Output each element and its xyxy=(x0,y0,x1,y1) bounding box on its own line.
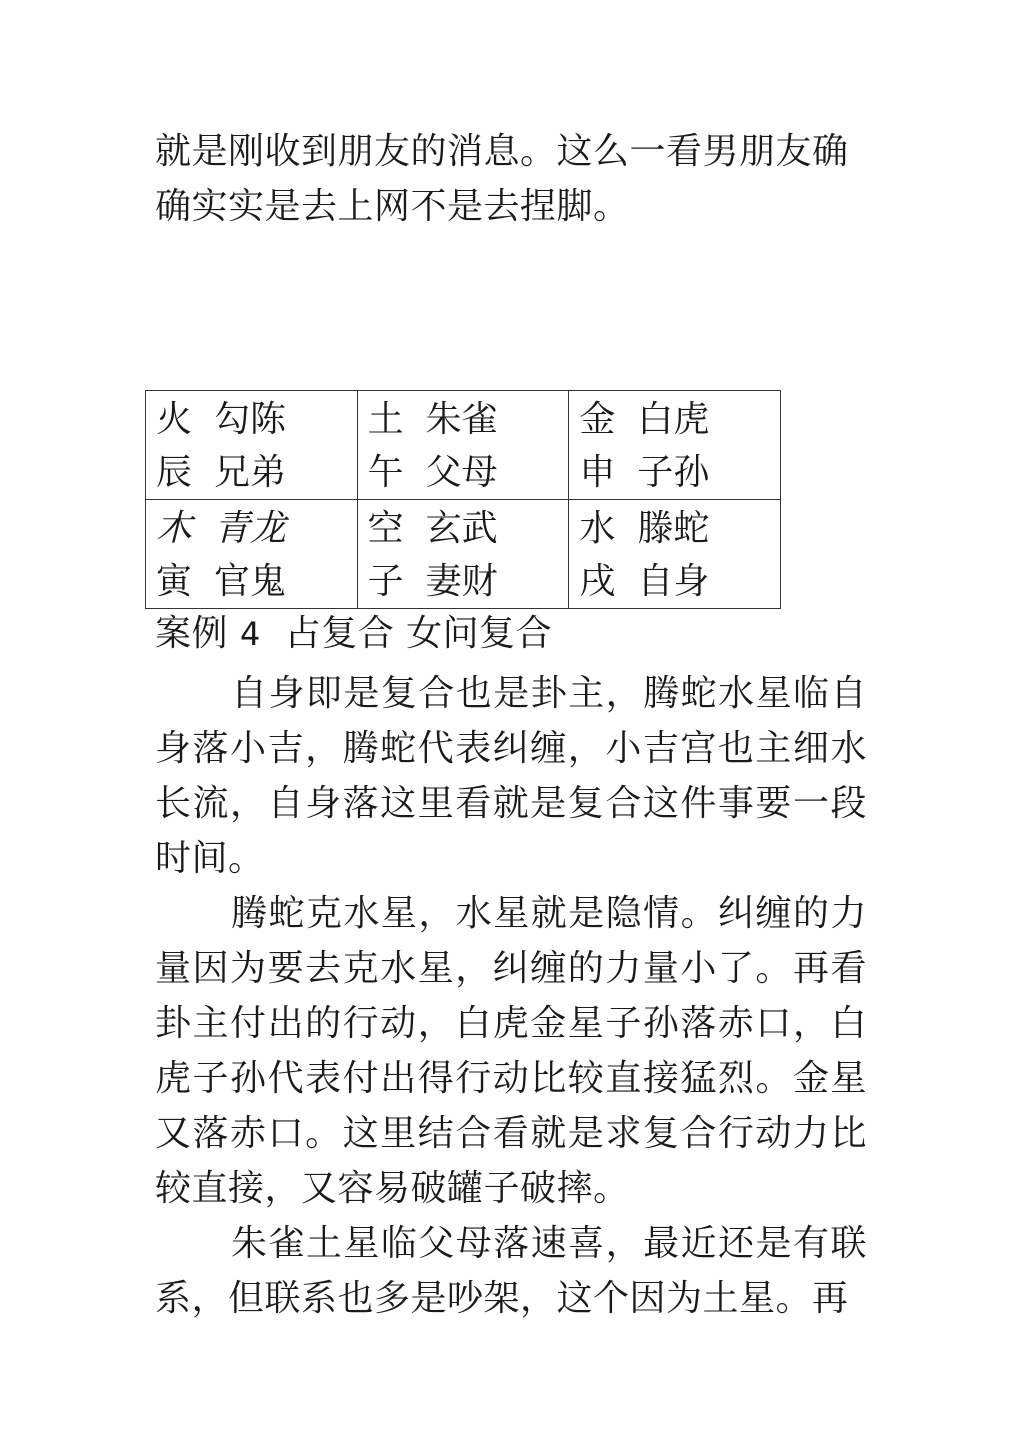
cell-relation: 子孙 xyxy=(637,452,710,493)
cell-name: 朱雀 xyxy=(425,399,498,440)
table-cell xyxy=(146,500,358,609)
cell-line-bottom xyxy=(156,555,357,608)
case-title-prefix: 案例 xyxy=(155,613,229,654)
cell-name: 白虎 xyxy=(637,399,710,440)
cell-line-top xyxy=(156,502,357,555)
cell-line-top xyxy=(579,393,780,446)
cell-branch: 申 xyxy=(579,452,616,493)
cell-line-bottom xyxy=(156,446,357,499)
table-cell xyxy=(357,391,569,500)
case-title-number: 4 xyxy=(239,615,261,653)
cell-relation: 父母 xyxy=(425,452,498,493)
cell-relation: 自身 xyxy=(637,561,710,602)
palace-table xyxy=(145,390,781,609)
cell-name: 玄武 xyxy=(425,508,498,549)
case-section xyxy=(155,606,867,1326)
cell-line-top xyxy=(156,393,357,446)
case-title-rest: 占复合 女问复合 xyxy=(260,613,553,654)
cell-element: 土 xyxy=(367,399,404,440)
cell-branch: 子 xyxy=(367,561,404,602)
table-cell xyxy=(569,500,781,609)
cell-branch: 午 xyxy=(367,452,404,493)
cell-line-top xyxy=(368,393,569,446)
cell-branch: 戌 xyxy=(579,561,616,602)
cell-name: 滕蛇 xyxy=(637,508,710,549)
cell-element: 金 xyxy=(579,399,616,440)
table-cell xyxy=(569,391,781,500)
cell-element: 水 xyxy=(579,508,616,549)
table-cell xyxy=(146,391,358,500)
cell-relation: 兄弟 xyxy=(214,452,287,493)
cell-name: 青龙 xyxy=(214,508,287,549)
cell-element: 空 xyxy=(367,508,404,549)
cell-element: 木 xyxy=(156,508,193,549)
intro-line: 就是刚收到朋友的消息。这么一看男朋友确 xyxy=(155,131,849,172)
cell-line-bottom xyxy=(368,555,569,608)
cell-relation: 官鬼 xyxy=(214,561,287,602)
table-row xyxy=(146,391,781,500)
cell-line-bottom xyxy=(368,446,569,499)
intro-text xyxy=(155,124,867,234)
cell-line-bottom xyxy=(579,555,780,608)
cell-branch: 寅 xyxy=(156,561,193,602)
intro-line: 确实实是去上网不是去捏脚。 xyxy=(155,186,630,227)
table-row xyxy=(146,500,781,609)
cell-line-bottom xyxy=(579,446,780,499)
case-paragraph: 自身即是复合也是卦主，腾蛇水星临自身落小吉，腾蛇代表纠缠，小吉宫也主细水长流，自身落这里看就是复合这件事要一段时间。 xyxy=(155,673,867,879)
cell-element: 火 xyxy=(156,399,193,440)
cell-line-top xyxy=(368,502,569,555)
cell-branch: 辰 xyxy=(156,452,193,493)
cell-name: 勾陈 xyxy=(214,399,287,440)
cell-line-top xyxy=(579,502,780,555)
cell-relation: 妻财 xyxy=(425,561,498,602)
case-title xyxy=(155,606,867,662)
case-paragraph: 朱雀土星临父母落速喜，最近还是有联系，但联系也多是吵架，这个因为土星。再 xyxy=(155,1223,867,1319)
case-paragraph: 腾蛇克水星，水星就是隐情。纠缠的力量因为要去克水星，纠缠的力量小了。再看卦主付出的行动，白虎金星子孙落赤口，白虎子孙代表付出得行动比较直接猛烈。金星又落赤口。这里结合看就是求复合行动力比较直接，又容易破罐子破摔。 xyxy=(155,893,867,1209)
table-cell xyxy=(357,500,569,609)
